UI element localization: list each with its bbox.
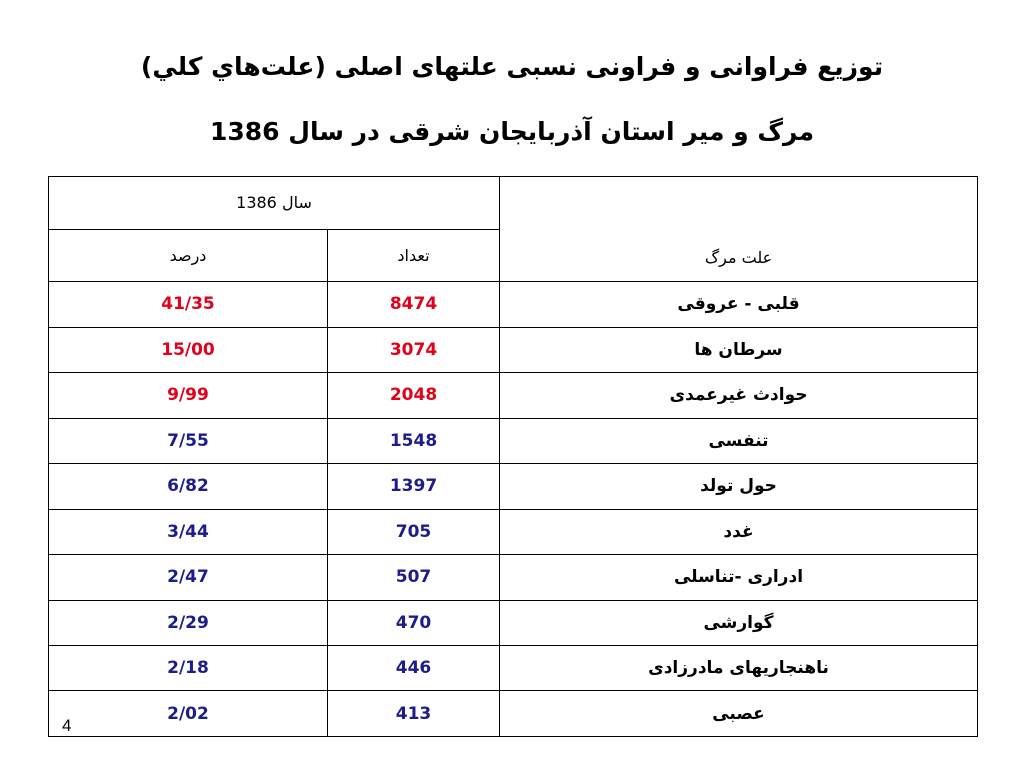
cause-header: علت مرگ (704, 248, 773, 268)
count-cell: 3074 (328, 327, 500, 372)
percent-cell: 2/18 (49, 646, 328, 691)
count-cell: 446 (328, 646, 500, 691)
count-cell: 2048 (328, 373, 500, 418)
table-row (49, 418, 978, 463)
cause-cell: ناهنجاریهای مادرزادی (500, 646, 978, 691)
cause-cell: گوارشی (500, 600, 978, 645)
cause-cell: حول تولد (500, 464, 978, 509)
year-header: سال 1386 (236, 193, 312, 213)
percent-header: درصد (169, 245, 207, 265)
cause-header-cell (500, 177, 978, 282)
count-header: تعداد (397, 245, 430, 265)
year-header-cell (49, 177, 500, 230)
count-cell: 8474 (328, 282, 500, 327)
table-row (49, 509, 978, 554)
table-row (49, 464, 978, 509)
percent-cell: 41/35 (49, 282, 328, 327)
header-row-year (49, 177, 978, 230)
count-header-cell (328, 229, 500, 282)
count-cell: 1397 (328, 464, 500, 509)
percent-cell: 15/00 (49, 327, 328, 372)
table-row (49, 282, 978, 327)
percent-cell: 2/02 (49, 691, 328, 737)
count-cell: 705 (328, 509, 500, 554)
table-row (49, 373, 978, 418)
percent-cell: 2/47 (49, 555, 328, 600)
table-row (49, 327, 978, 372)
cause-cell: حوادث غیرعمدی (500, 373, 978, 418)
percent-cell: 6/82 (49, 464, 328, 509)
cause-cell: قلبی - عروقی (500, 282, 978, 327)
count-cell: 507 (328, 555, 500, 600)
page-title: توزیع فراوانی و فراونی نسبی علتهای اصلی (علت‌هاي كلي) (140, 52, 884, 81)
cause-cell: عصبی (500, 691, 978, 737)
table-row (49, 646, 978, 691)
count-cell: 413 (328, 691, 500, 737)
cause-cell: سرطان ها (500, 327, 978, 372)
table-row (49, 600, 978, 645)
cause-cell: غدد (500, 509, 978, 554)
count-cell: 470 (328, 600, 500, 645)
cause-cell: ادراری -تناسلی (500, 555, 978, 600)
percent-cell: 2/29 (49, 600, 328, 645)
table-row (49, 691, 978, 737)
cause-cell: تنفسی (500, 418, 978, 463)
table-row (49, 555, 978, 600)
percent-cell: 9/99 (49, 373, 328, 418)
count-cell: 1548 (328, 418, 500, 463)
percent-header-cell (49, 229, 328, 282)
page-subtitle: مرگ و میر استان آذربایجان شرقی در سال 1386 (209, 117, 815, 146)
mortality-table (48, 176, 978, 737)
percent-cell: 3/44 (49, 509, 328, 554)
percent-cell: 7/55 (49, 418, 328, 463)
page-number: 4 (62, 716, 72, 735)
